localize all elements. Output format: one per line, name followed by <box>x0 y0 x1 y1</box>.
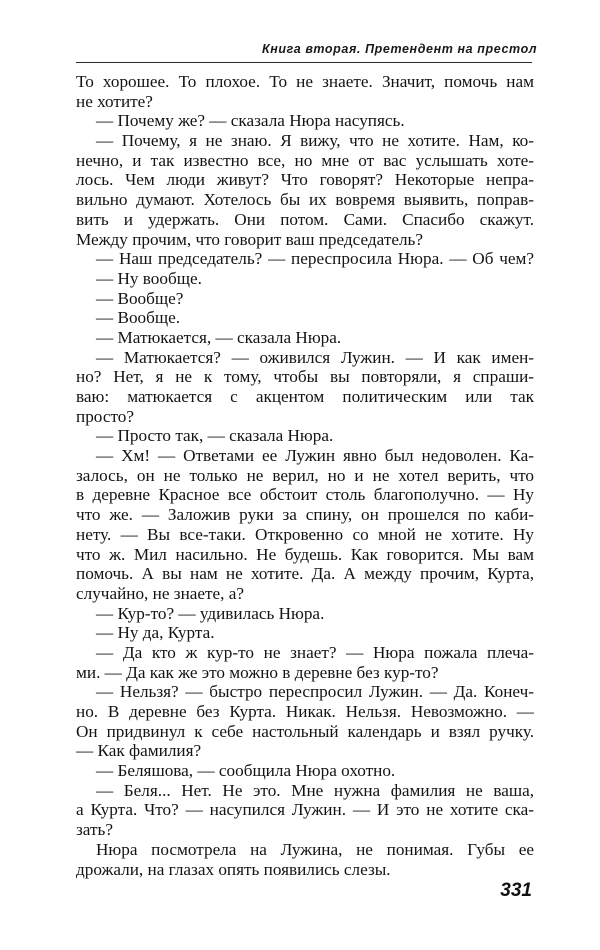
text-line: — Вообще? <box>96 288 184 308</box>
text-line: — Ну да, Курта. <box>96 623 215 643</box>
text-line: — Наш председатель? — переспросила Нюра. — Об чем? <box>96 249 534 269</box>
text-line: зать? <box>76 820 113 840</box>
page-number: 331 <box>500 880 532 901</box>
text-line: не хотите? <box>76 91 153 111</box>
text-line: а Курта. Что? — насупился Лужин. — И это не хотите ска- <box>76 800 534 820</box>
text-line: — Просто так, — сказала Нюра. <box>96 426 334 446</box>
text-line: — Матюкается, — сказала Нюра. <box>96 327 342 347</box>
text-line: дрожали, на глазах опять появились слезы. <box>76 859 391 879</box>
text-line: вильно думают. Хотелось бы их вовремя выявить, поправ- <box>76 190 534 210</box>
text-line: что ж. Мил насильно. Не будешь. Как говорится. Мы вам <box>76 544 534 564</box>
text-line: — Ну вообще. <box>96 268 202 288</box>
body-text <box>76 72 534 879</box>
text-line: — Да кто ж кур-то не знает? — Нюра пожала плеча- <box>96 642 534 662</box>
text-line: вить и удержать. Они потом. Сами. Спасибо скажут. <box>76 209 534 229</box>
text-line: ваю: матюкается с акцентом политическим или так <box>76 387 534 406</box>
text-line: что же. — Заложив руки за спину, он прошелся по каби- <box>76 505 534 525</box>
text-line: нету. — Вы все-таки. Откровенно со мной не хотите. Ну <box>76 524 534 544</box>
text-line: Между прочим, что говорит ваш председатель? <box>76 229 424 249</box>
text-line: — Как фамилия? <box>76 741 202 761</box>
text-line: случайно, не знаете, а? <box>76 583 245 603</box>
text-line: но? Нет, я не к тому, чтобы вы повторяли, я спраши- <box>76 367 534 387</box>
text-line: — Вообще. <box>96 308 181 328</box>
text-line: — Матюкается? — оживился Лужин. — И как имен- <box>96 347 534 367</box>
text-line: в деревне Красное все обстоит столь благополучно. — Ну <box>76 485 534 505</box>
text-line: Нюра посмотрела на Лужина, не понимая. Губы ее <box>96 839 534 859</box>
text-line: ми. — Да как же это можно в деревне без кур-то? <box>76 662 439 682</box>
text-line: просто? <box>76 406 134 426</box>
text-line: лось. Чем люди живут? Что говорят? Некоторые непра- <box>76 170 534 190</box>
text-line: — Хм! — Ответами ее Лужин явно был недоволен. Ка- <box>96 446 534 466</box>
text-line: — Беляшова, — сообщила Нюра охотно. <box>96 761 396 781</box>
running-header: Книга вторая. Претендент на престол <box>262 42 538 56</box>
text-line: залось, он не только не верил, но и не хотел верить, что <box>76 465 534 485</box>
text-line: — Кур-то? — удивилась Нюра. <box>96 603 325 623</box>
text-line: — Беля... Нет. Не это. Мне нужна фамилия не ваша, <box>96 780 534 800</box>
text-line: нечно, и так известно все, но мне от вас услышать хоте- <box>76 150 534 170</box>
text-line: Он придвинул к себе настольный календарь и взял ручку. <box>76 721 534 741</box>
text-line: но. В деревне без Курта. Никак. Нельзя. Невозможно. — <box>76 702 534 721</box>
text-line: — Нельзя? — быстро переспросил Лужин. — Да. Конеч- <box>96 682 534 702</box>
header-rule <box>76 62 532 63</box>
text-line: помочь. А вы нам не хотите. Да. А между прочим, Курта, <box>76 564 534 584</box>
text-line: То хорошее. То плохое. То не знаете. Значит, помочь нам <box>76 72 534 91</box>
text-line: — Почему, я не знаю. Я вижу, что не хотите. Нам, ко- <box>96 131 534 151</box>
text-line: — Почему же? — сказала Нюра насупясь. <box>96 111 405 131</box>
